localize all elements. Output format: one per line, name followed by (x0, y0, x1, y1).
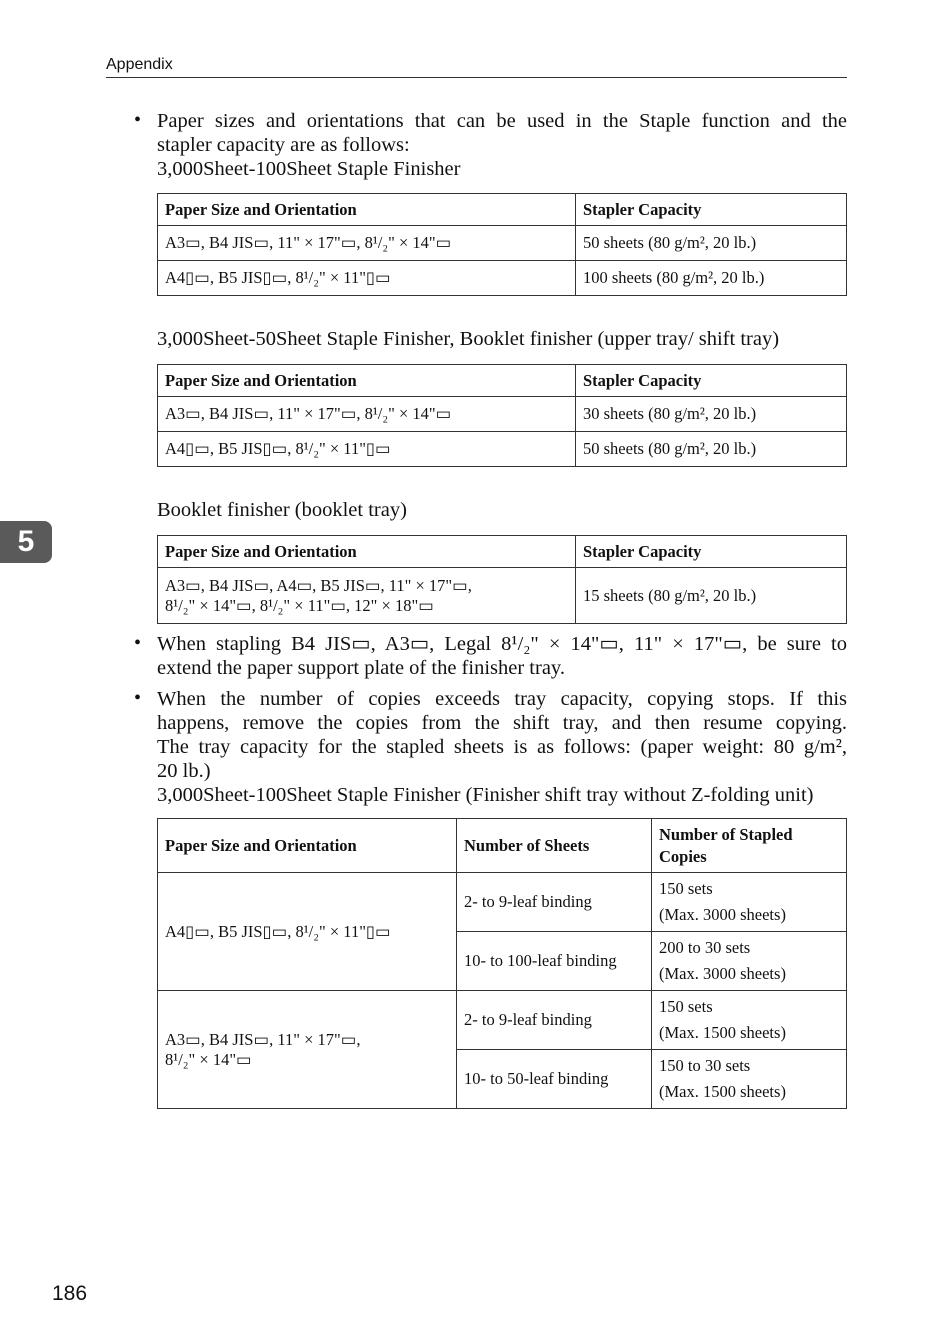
table-header: Number of Stapled Copies (652, 819, 847, 873)
bullet-2-line-1: When stapling B4 JIS▭, A3▭, Legal 8¹/₂" × 14"▭, 11" × 17"▭, be sure to (157, 633, 847, 655)
sets-value: 150 sets (659, 997, 713, 1016)
table-header: Paper Size and Orientation (158, 819, 457, 873)
capacity-cell: 15 sheets (80 g/m², 20 lb.) (576, 568, 847, 624)
table-header: Paper Size and Orientation (158, 365, 576, 397)
binding-cell: 10- to 100-leaf binding (457, 932, 652, 991)
running-header: Appendix (106, 56, 173, 73)
table-row (158, 991, 847, 1050)
capacity-cell: 50 sheets (80 g/m², 20 lb.) (576, 226, 847, 261)
max-sheets: (Max. 1500 sheets) (659, 1082, 786, 1101)
table-header: Number of Sheets (457, 819, 652, 873)
bullet-3-line-1: When the number of copies exceeds tray capacity, copying stops. If this (157, 688, 847, 710)
table-row (158, 226, 847, 261)
sets-cell (652, 932, 847, 991)
section-subtitle: 3,000Sheet-100Sheet Staple Finisher (Finisher shift tray without Z-folding unit) (157, 784, 814, 806)
paper-size-cell (158, 568, 576, 624)
bullet-marker: • (134, 632, 142, 654)
table-50sheet-finisher (157, 364, 847, 467)
table-header: Paper Size and Orientation (158, 194, 576, 226)
paper-size-line: A4▯▭, B5 JIS▯▭, 8¹/₂" × 11"▯▭ (165, 921, 391, 941)
sets-cell (652, 873, 847, 932)
bullet-2-line-2: extend the paper support plate of the finisher tray. (157, 657, 565, 679)
bullet-1-text (157, 109, 847, 181)
sets-cell (652, 1050, 847, 1109)
paper-size-cell: A4▯▭, B5 JIS▯▭, 8¹/₂" × 11"▯▭ (158, 432, 576, 467)
paper-size-line: 8¹/₂" × 14"▭ (165, 1049, 252, 1069)
paper-size-cell: A4▯▭, B5 JIS▯▭, 8¹/₂" × 11"▯▭ (158, 261, 576, 296)
bullet-1-line-1: Paper sizes and orientations that can be used in the Staple function and the (157, 110, 847, 132)
bullet-1-line-2: stapler capacity are as follows: (157, 134, 410, 156)
chapter-tab: 5 (0, 521, 52, 563)
sets-value: 150 sets (659, 879, 713, 898)
page-number: 186 (52, 1282, 88, 1305)
max-sheets: (Max. 3000 sheets) (659, 964, 786, 983)
section-subtitle: 3,000Sheet-50Sheet Staple Finisher, Booklet finisher (upper tray/ shift tray) (157, 328, 780, 350)
capacity-cell: 30 sheets (80 g/m², 20 lb.) (576, 397, 847, 432)
bullet-marker: • (134, 109, 142, 131)
table-header: Paper Size and Orientation (158, 536, 576, 568)
paper-size-cell: A3▭, B4 JIS▭, 11" × 17"▭, 8¹/₂" × 14"▭ (158, 226, 576, 261)
table-row (158, 397, 847, 432)
table-header: Stapler Capacity (576, 536, 847, 568)
table-shift-tray-capacity (157, 818, 847, 1109)
max-sheets: (Max. 1500 sheets) (659, 1023, 786, 1042)
table-row (158, 261, 847, 296)
max-sheets: (Max. 3000 sheets) (659, 905, 786, 924)
binding-cell: 2- to 9-leaf binding (457, 873, 652, 932)
table-100sheet-finisher (157, 193, 847, 296)
capacity-cell: 50 sheets (80 g/m², 20 lb.) (576, 432, 847, 467)
section-subtitle: Booklet finisher (booklet tray) (157, 499, 407, 521)
paper-size-line: A3▭, B4 JIS▭, A4▭, B5 JIS▭, 11" × 17"▭, (165, 575, 472, 595)
binding-cell: 10- to 50-leaf binding (457, 1050, 652, 1109)
table-row (158, 568, 847, 624)
sets-value: 150 to 30 sets (659, 1056, 751, 1075)
bullet-1-line-3: 3,000Sheet-100Sheet Staple Finisher (157, 158, 461, 180)
bullet-3-text (157, 687, 847, 807)
table-row (158, 873, 847, 932)
sets-value: 200 to 30 sets (659, 938, 751, 957)
bullet-3-line-3: The tray capacity for the stapled sheets is as follows: (paper weight: 80 g/m², (157, 736, 847, 758)
sets-cell (652, 991, 847, 1050)
binding-cell: 2- to 9-leaf binding (457, 991, 652, 1050)
table-header: Stapler Capacity (576, 365, 847, 397)
paper-size-cell: A3▭, B4 JIS▭, 11" × 17"▭, 8¹/₂" × 14"▭ (158, 397, 576, 432)
capacity-cell: 100 sheets (80 g/m², 20 lb.) (576, 261, 847, 296)
bullet-2-text (157, 632, 847, 680)
header-rule (106, 77, 847, 78)
paper-size-line: 8¹/₂" × 14"▭, 8¹/₂" × 11"▭, 12" × 18"▭ (165, 595, 434, 615)
bullet-marker: • (134, 687, 142, 709)
bullet-3-line-4: 20 lb.) (157, 760, 211, 782)
bullet-3-line-2: happens, remove the copies from the shift tray, and then resume copying. (157, 712, 847, 734)
table-row (158, 432, 847, 467)
paper-size-line: A3▭, B4 JIS▭, 11" × 17"▭, (165, 1029, 361, 1049)
paper-size-cell (158, 873, 457, 991)
table-booklet-tray (157, 535, 847, 624)
table-header: Stapler Capacity (576, 194, 847, 226)
paper-size-cell (158, 991, 457, 1109)
